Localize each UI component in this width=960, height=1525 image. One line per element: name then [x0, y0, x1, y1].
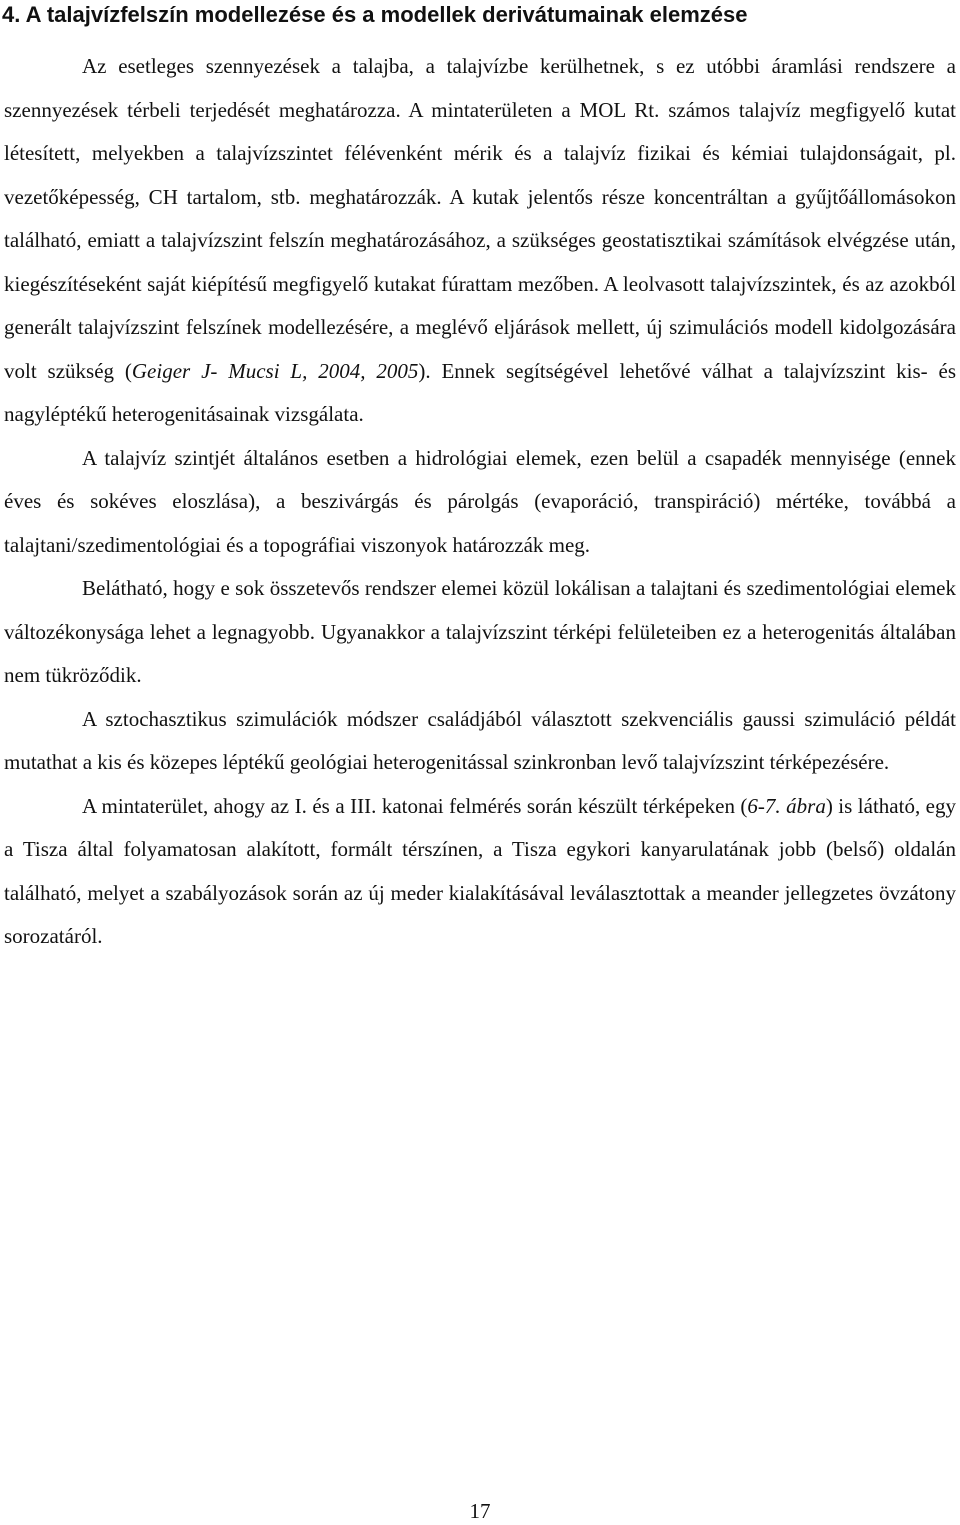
body-text	[4, 45, 956, 959]
paragraph-3: Belátható, hogy e sok összetevős rendszer elemei közül lokálisan a talajtani és szedimentológiai elemek változékonysága lehet a legnagyobb. Ugyanakkor a talajvízszint térképi felületeiben ez a heterogenitás általában nem tükröződik.	[4, 576, 956, 687]
paragraph-4: A sztochasztikus szimulációk módszer családjából választott szekvenciális gaussi szimuláció példát mutathat a kis és közepes léptékű geológiai heterogenitással szinkronban levő talajvízszint térképezésére.	[4, 706, 956, 774]
paragraph-5	[4, 785, 956, 959]
paragraph-2: A talajvíz szintjét általános esetben a hidrológiai elemek, ezen belül a csapadék mennyisége (ennek éves és sokéves eloszlása), a beszivárgás és párolgás (evaporáció, transpiráció) mértéke, továbbá a talajtani/szedimentológiai és a topográfiai viszonyok határozzák meg.	[4, 445, 956, 557]
paragraph-5-text-a: A mintaterület, ahogy az I. és a III. katonai felmérés során készült térképeken (	[82, 793, 748, 818]
paragraph-1	[4, 45, 956, 437]
paragraph-5-text-b: ) is látható, egy a Tisza által folyamatosan alakított, formált térszínen, a Tisza egykori kanyarulatának jobb (belső) oldalán található, melyet a szabályozások során az új meder kialakításával leválasztottak a meander jellegzetes övzátony sorozatáról.	[4, 793, 956, 948]
paragraph-1-text-a: Az esetleges szennyezések a talajba, a talajvízbe kerülhetnek, s ez utóbbi áramlási rendszere a szennyezések térbeli terjedését meghatározza. A mintaterületen a MOL Rt. számos talajvíz megfigyelő kutat létesített, melyekben a talajvízszintet félévenként mérik és a talajvíz fizikai és kémiai tulajdonságait, pl. vezetőképesség, CH tartalom, stb. meghatározzák. A kutak jelentős része koncentráltan a gyűjtőállomásokon található, emiatt a talajvízszint felszín meghatározásához, a szükséges geostatisztikai számítások elvégzése után, kiegészítéseként saját kiépítésű megfigyelő kutakat fúrattam mezőben. A leolvasott talajvízszintek, és az azokból generált talajvízszint felszínek modellezésére, a meglévő eljárások mellett, új szimulációs modell kidolgozására volt szükség (	[4, 54, 956, 383]
paragraph-1-text-b: ). Ennek segítségével lehetővé válhat a talajvízszint kis- és nagyléptékű heterogenitásainak vizsgálata.	[4, 358, 956, 426]
citation: Geiger J- Mucsi L, 2004, 2005	[131, 358, 419, 383]
section-heading: 4. A talajvízfelszín modellezése és a modellek derivátumainak elemzése	[2, 2, 748, 27]
page-number: 17	[469, 1499, 491, 1523]
figure-reference: 6-7. ábra	[747, 793, 826, 818]
